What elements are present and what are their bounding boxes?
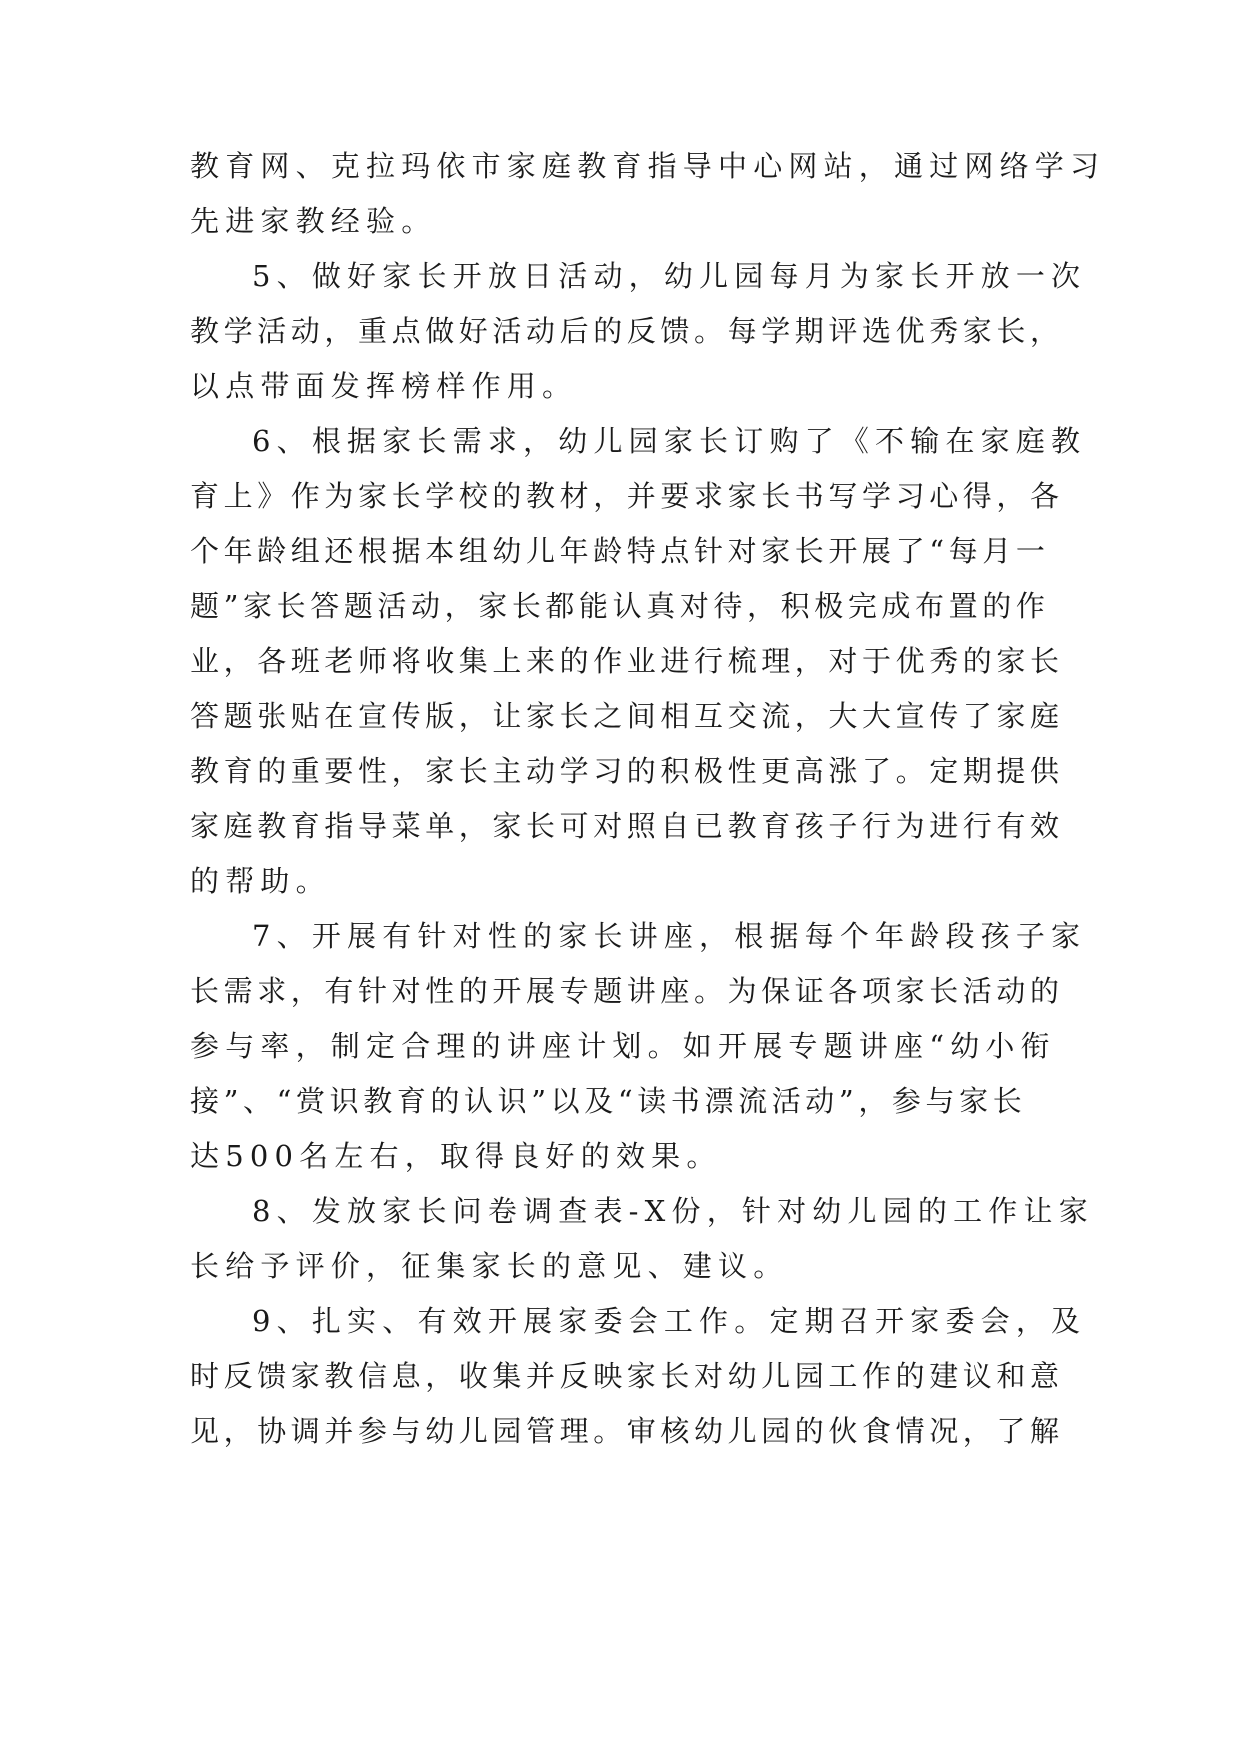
text-line: 以点带面发挥榜样作用。 [190,369,578,403]
text-line: 达500名左右，取得良好的效果。 [190,1139,722,1173]
paragraph-9-start: 9、扎实、有效开展家委会工作。定期召开家委会，及 [252,1304,1087,1338]
text-line: 先进家教经验。 [190,204,437,238]
text-line: 时反馈家教信息，收集并反映家长对幼儿园工作的建议和意 [190,1359,1064,1393]
text-line: 答题张贴在宣传版，让家长之间相互交流，大大宣传了家庭 [190,699,1064,733]
text-line: 长给予评价，征集家长的意见、建议。 [190,1249,789,1283]
text-line: 教学活动，重点做好活动后的反馈。每学期评选优秀家长， [190,314,1064,348]
text-line: 的帮助。 [190,864,331,898]
text-line: 接”、“赏识教育的认识”以及“读书漂流活动”，参与家长 [190,1084,1027,1118]
text-line: 教育网、克拉玛依市家庭教育指导中心网站，通过网络学习 [190,149,1106,183]
paragraph-7-start: 7、开展有针对性的家长讲座，根据每个年龄段孩子家 [252,919,1087,953]
paragraph-8-start: 8、发放家长问卷调查表-X份，针对幼儿园的工作让家 [252,1194,1094,1228]
text-line: 业，各班老师将收集上来的作业进行梳理，对于优秀的家长 [190,644,1064,678]
paragraph-5-start: 5、做好家长开放日活动，幼儿园每月为家长开放一次 [252,259,1087,293]
text-line: 个年龄组还根据本组幼儿年龄特点针对家长开展了“每月一 [190,534,1050,568]
text-line: 育上》作为家长学校的教材，并要求家长书写学习心得，各 [190,479,1064,513]
paragraph-6-start: 6、根据家长需求，幼儿园家长订购了《不输在家庭教 [252,424,1087,458]
text-line: 参与率，制定合理的讲座计划。如开展专题讲座“幼小衔 [190,1029,1056,1063]
text-line: 见，协调并参与幼儿园管理。审核幼儿园的伙食情况，了解 [190,1414,1064,1448]
text-line: 长需求，有针对性的开展专题讲座。为保证各项家长活动的 [190,974,1064,1008]
text-line: 题”家长答题活动，家长都能认真对待，积极完成布置的作 [190,589,1050,623]
text-line: 教育的重要性，家长主动学习的积极性更高涨了。定期提供 [190,754,1064,788]
text-line: 家庭教育指导菜单，家长可对照自已教育孩子行为进行有效 [190,809,1064,843]
